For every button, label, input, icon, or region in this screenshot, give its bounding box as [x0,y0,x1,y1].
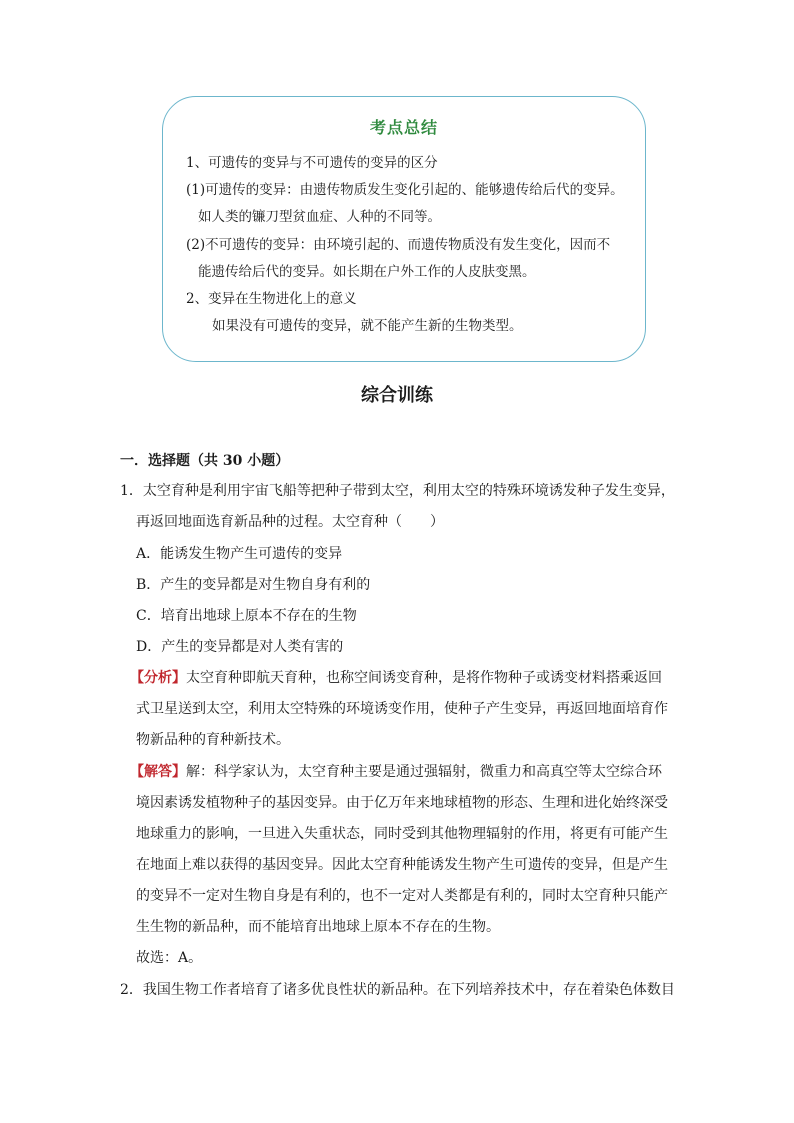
question-1-text: 再返回地面选育新品种的过程。太空育种（ ） [136,514,444,530]
option-c: C．培育出地球上原本不存在的生物 [136,608,357,624]
summary-line: 1、可遗传的变异与不可遗传的变异的区分 [186,155,438,171]
summary-line: (2)不可遗传的变异：由环境引起的、而遗传物质没有发生变化，因而不 [186,237,611,253]
summary-line: 如果没有可遗传的变异，就不能产生新的生物类型。 [212,318,523,334]
question-2-text: 2．我国生物工作者培育了诸多优良性状的新品种。在下列培养技术中，存在着染色体数目 [120,982,675,998]
analysis-line: 式卫星送到太空，利用太空特殊的环境诱变作用，使种子产生变异，再返回地面培育作 [136,701,668,717]
analysis-line: 【分析】太空育种即航天育种，也称空间诱变育种，是将作物种子或诱变材料搭乘返回 [130,670,662,686]
summary-line: (1)可遗传的变异：由遗传物质发生变化引起的、能够遗传给后代的变异。 [186,182,624,198]
summary-line: 2、变异在生物进化上的意义 [186,291,357,307]
answer-line: 【解答】解：科学家认为，太空育种主要是通过强辐射，微重力和高真空等太空综合环 [130,764,662,780]
analysis-line: 物新品种的育种新技术。 [136,732,290,748]
answer-line: 的变异不一定对生物自身是有利的，也不一定对人类都是有利的，同时太空育种只能产 [136,888,668,904]
answer-line: 在地面上难以获得的基因变异。因此太空育种能诱发生物产生可遗传的变异，但是产生 [136,857,668,873]
answer-line: 生生物的新品种，而不能培育出地球上原本不存在的生物。 [136,919,500,935]
conclusion: 故选：A。 [136,950,203,966]
analysis-tag: 【分析】 [130,670,186,686]
summary-title: 考点总结 [369,118,438,137]
answer-line: 境因素诱发植物种子的基因变异。由于亿万年来地球植物的形态、生理和进化始终深受 [136,795,668,811]
question-section-heading: 一．选择题（共 30 小题） [120,453,290,469]
answer-tag: 【解答】 [130,764,186,780]
summary-line: 能遗传给后代的变异。如长期在户外工作的人皮肤变黑。 [198,264,536,280]
option-d: D．产生的变异都是对人类有害的 [136,639,344,655]
section-title: 综合训练 [361,385,433,406]
answer-line: 地球重力的影响，一旦进入失重状态，同时受到其他物理辐射的作用，将更有可能产生 [136,826,668,842]
option-a: A．能诱发生物产生可遗传的变异 [136,546,343,562]
option-b: B．产生的变异都是对生物自身有利的 [136,577,371,593]
question-1-text: 1．太空育种是利用宇宙飞船等把种子带到太空，利用太空的特殊环境诱发种子发生变异， [120,483,675,499]
summary-line: 如人类的镰刀型贫血症、人种的不同等。 [198,209,441,225]
